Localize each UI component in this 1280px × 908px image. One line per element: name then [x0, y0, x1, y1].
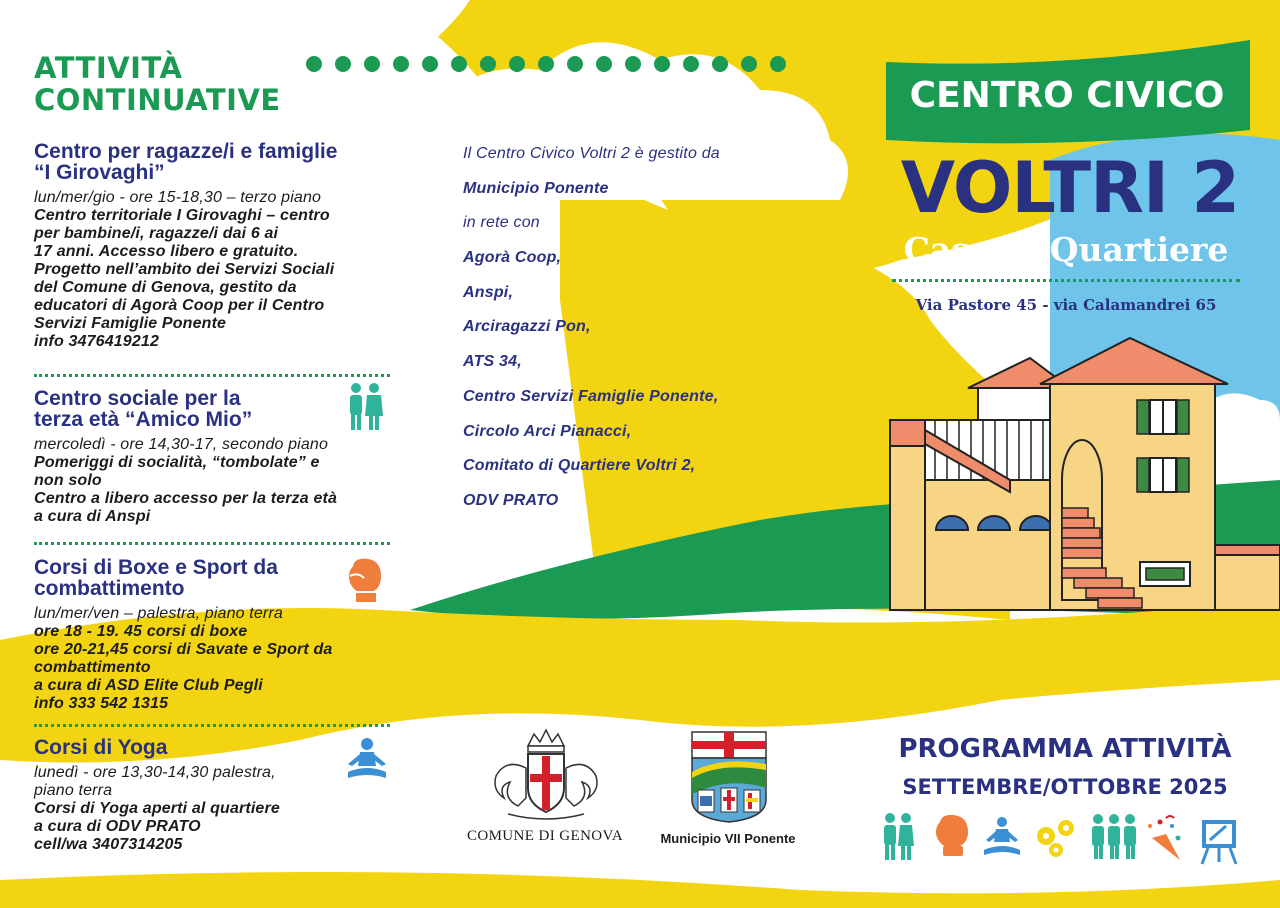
- activity-girovaghi: [34, 141, 394, 351]
- partner-item: Anspi,: [463, 283, 514, 301]
- gears-icon: [1037, 820, 1074, 857]
- activity-schedule: lunedì - ore 13,30-14,30 palestra,: [34, 764, 276, 781]
- partner-item: Comitato di Quartiere Voltri 2,: [463, 457, 696, 475]
- activity-contact: info 333 542 1315: [34, 695, 169, 712]
- activity-desc-line: del Comune di Genova, gestito da: [34, 279, 297, 296]
- activity-schedule: lun/mer/gio - ore 15-18,30 – terzo piano: [34, 189, 322, 206]
- divider: [34, 374, 390, 377]
- partner-item: Agorà Coop,: [463, 249, 562, 267]
- activity-desc-line: Centro a libero accesso per la terza età: [34, 490, 338, 507]
- activity-contact: cell/wa 3407314205: [34, 836, 183, 853]
- activity-desc-line: ore 18 - 19. 45 corsi di boxe: [34, 623, 248, 640]
- boxing-glove-icon: [344, 556, 386, 606]
- partners-list: [463, 144, 783, 526]
- program-period: SETTEMBRE/OTTOBRE 2025: [902, 775, 1228, 799]
- activity-boxe: [34, 557, 394, 713]
- partner-item: Centro Servizi Famiglie Ponente,: [463, 387, 719, 405]
- activity-title: Centro per ragazze/i e famiglie “I Girovaghi”: [34, 140, 338, 184]
- section-title: [34, 52, 324, 116]
- activity-desc-line: a cura di ASD Elite Club Pegli: [34, 677, 263, 694]
- activity-desc-line: Pomeriggi di socialità, “tombolate” e: [34, 454, 320, 471]
- banner-title: CENTRO CIVICO: [909, 75, 1225, 116]
- divider: [34, 724, 390, 727]
- activity-desc-line: Servizi Famiglie Ponente: [34, 315, 227, 332]
- section-title-line2: CONTINUATIVE: [34, 83, 281, 117]
- partner-item: Circolo Arci Pianacci,: [463, 422, 632, 440]
- activity-contact: info 3476419212: [34, 333, 159, 350]
- activity-desc-line: ore 20-21,45 corsi di Savate e Sport da: [34, 641, 333, 658]
- municipio-logo-text: Municipio VII Ponente: [660, 831, 796, 846]
- elderly-couple-icon: [346, 382, 386, 432]
- activity-desc-line: Centro territoriale I Girovaghi – centro: [34, 207, 330, 224]
- painting-easel-icon: [1202, 820, 1236, 864]
- activity-title: Corsi di Yoga: [34, 736, 168, 759]
- activity-schedule: lun/mer/ven – palestra, piano terra: [34, 605, 283, 622]
- partner-item: ATS 34,: [463, 353, 522, 371]
- party-popper-icon: [1148, 816, 1181, 860]
- partner-item: Arciragazzi Pon,: [463, 318, 591, 336]
- activity-desc-line: combattimento: [34, 659, 151, 676]
- genova-coat-of-arms-logo: [488, 728, 604, 824]
- partners-network-label: in rete con: [463, 214, 540, 232]
- activity-amico-mio: [34, 388, 394, 526]
- municipio-ponente-logo: [690, 730, 768, 824]
- people-icon: [884, 813, 914, 860]
- center-subtitle: Casa di Quartiere: [903, 230, 1229, 269]
- activity-desc-line: a cura di ODV PRATO: [34, 818, 201, 835]
- partners-intro: Il Centro Civico Voltri 2 è gestito da: [463, 145, 720, 162]
- section-title-line1: ATTIVITÀ: [34, 51, 183, 85]
- activity-desc-line: non solo: [34, 472, 102, 489]
- activity-schedule: mercoledì - ore 14,30-17, secondo piano: [34, 436, 329, 453]
- activity-title: Corsi di Boxe e Sport da combattimento: [34, 556, 278, 600]
- genova-logo-text: COMUNE DI GENOVA: [466, 828, 624, 844]
- decorative-dots: [306, 56, 786, 72]
- center-name: VOLTRI 2: [900, 147, 1240, 229]
- activity-contact: a cura di Anspi: [34, 508, 151, 525]
- partners-manager: Municipio Ponente: [463, 179, 609, 197]
- activity-yoga: [34, 737, 394, 854]
- divider: [34, 542, 390, 545]
- activity-desc-line: 17 anni. Accesso libero e gratuito.: [34, 243, 299, 260]
- activity-icons-row: [880, 812, 1250, 866]
- yoga-icon: [984, 817, 1020, 855]
- activity-title: Centro sociale per la terza età “Amico Mio”: [34, 387, 253, 431]
- activity-desc-line: Progetto nell’ambito dei Servizi Sociali: [34, 261, 335, 278]
- center-address: Via Pastore 45 - via Calamandrei 65: [915, 296, 1217, 314]
- yoga-icon: [344, 736, 390, 782]
- activity-desc-line: per bambine/i, ragazze/i dai 6 ai: [34, 225, 279, 242]
- activity-desc-line: Corsi di Yoga aperti al quartiere: [34, 800, 280, 817]
- group-icon: [1092, 814, 1136, 859]
- partner-item: ODV PRATO: [463, 491, 559, 509]
- activity-desc-line: educatori di Agorà Coop per il Centro: [34, 297, 325, 314]
- divider: [892, 279, 1240, 282]
- activity-desc-line: piano terra: [34, 782, 113, 799]
- boxing-glove-icon: [936, 815, 968, 856]
- program-title: PROGRAMMA ATTIVITÀ: [898, 734, 1232, 764]
